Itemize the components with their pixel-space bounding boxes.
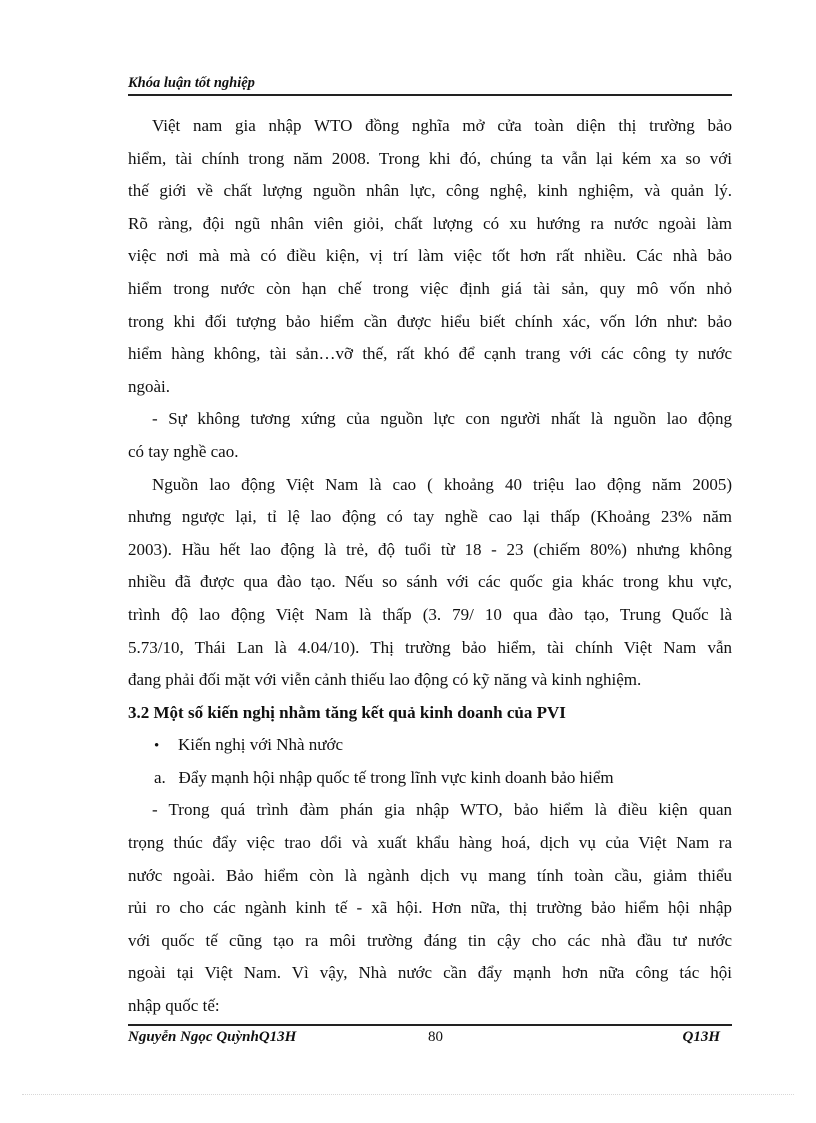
text-line: với quốc tế cũng tạo ra môi trường đáng tin cậy cho các nhà đầu tư nước bbox=[128, 930, 732, 950]
bullet-icon: • bbox=[154, 738, 160, 755]
page-number: 80 bbox=[428, 1029, 443, 1045]
bullet-text: Kiến nghị với Nhà nước bbox=[178, 735, 344, 755]
text-line: việc nơi mà mà có điều kiện, vị trí làm việc tốt hơn rất nhiều. Các nhà bảo bbox=[128, 246, 732, 266]
text-line: thế giới về chất lượng nguồn nhân lực, công nghệ, kinh nghiệm, và quản lý. bbox=[128, 181, 732, 201]
text-line: Việt nam gia nhập WTO đồng nghĩa mở cửa toàn diện thị trường bảo bbox=[152, 116, 732, 135]
text-line: Nguồn lao động Việt Nam là cao ( khoảng 40 triệu lao động năm 2005) bbox=[152, 474, 732, 494]
running-footer bbox=[128, 1027, 732, 1047]
text-line: nhiều đã được qua đào tạo. Nếu so sánh với các quốc gia khác trong khu vực, bbox=[128, 572, 732, 592]
text-line: có tay nghề cao. bbox=[128, 441, 239, 461]
text-line: trong khi đối tượng bảo hiểm cần được hiểu biết chính xác, vốn lớn như: bảo bbox=[128, 311, 732, 331]
bullet-item bbox=[128, 729, 732, 762]
text-line: ngoài. bbox=[128, 376, 171, 396]
text-line: 2003). Hầu hết lao động là trẻ, độ tuổi từ 18 - 23 (chiếm 80%) nhưng không bbox=[128, 539, 732, 559]
page-bottom-divider bbox=[22, 1094, 794, 1095]
footer-class-code: Q13H bbox=[682, 1029, 720, 1045]
text-line: ngoài tại Việt Nam. Vì vậy, Nhà nước cần đẩy mạnh hơn nữa công tác hội bbox=[128, 963, 732, 983]
text-line: hiểm trong nước còn hạn chế trong việc định giá tài sản, quy mô vốn nhỏ bbox=[128, 278, 732, 298]
page-body bbox=[128, 110, 732, 1023]
footer-author: Nguyễn Ngọc QuỳnhQ13H bbox=[128, 1029, 297, 1045]
header-title: Khóa luận tốt nghiệp bbox=[128, 75, 255, 91]
text-line: - Trong quá trình đàm phán gia nhập WTO, bảo hiểm là điều kiện quan bbox=[152, 800, 732, 820]
text-line: hiểm, tài chính trong năm 2008. Trong khi đó, chúng ta vẫn lại kém xa so với bbox=[128, 148, 732, 168]
text-line: nhập quốc tế: bbox=[128, 996, 220, 1016]
text-line: nước ngoài. Bảo hiểm còn là ngành dịch vụ mang tính toàn cầu, giảm thiểu bbox=[128, 865, 732, 885]
section-heading: 3.2 Một số kiến nghị nhằm tăng kết quả kinh doanh của PVI bbox=[128, 702, 566, 722]
text-line: 5.73/10, Thái Lan là 4.04/10). Thị trường bảo hiểm, tài chính Việt Nam vẫn bbox=[128, 637, 732, 657]
text-line: rủi ro cho các ngành kinh tế - xã hội. Hơn nữa, thị trường bảo hiểm hội nhập bbox=[128, 898, 732, 918]
text-line: Rõ ràng, đội ngũ nhân viên giỏi, chất lượng có xu hướng ra nước ngoài làm bbox=[128, 213, 732, 233]
text-line: trình độ lao động Việt Nam là thấp (3. 79/ 10 qua đào tạo, Trung Quốc là bbox=[128, 604, 732, 624]
text-line: đang phải đối mặt với viễn cảnh thiếu lao động có kỹ năng và kinh nghiệm. bbox=[128, 670, 642, 690]
text-line: - Sự không tương xứng của nguồn lực con người nhất là nguồn lao động bbox=[152, 409, 732, 429]
text-line: hiểm hàng không, tài sản…vỡ thế, rất khó để cạnh trang với các công ty nước bbox=[128, 344, 732, 364]
running-header bbox=[128, 74, 732, 96]
text-line: nhưng ngược lại, tỉ lệ lao động có tay nghề cao lại thấp (Khoảng 23% năm bbox=[128, 507, 732, 527]
text-line: trọng thúc đẩy việc trao dổi và xuất khẩu hàng hoá, dịch vụ của Việt Nam ra bbox=[128, 833, 732, 853]
footer-divider bbox=[128, 1024, 732, 1026]
sub-item: a. Đẩy mạnh hội nhập quốc tế trong lĩnh vực kinh doanh bảo hiểm bbox=[154, 767, 614, 787]
